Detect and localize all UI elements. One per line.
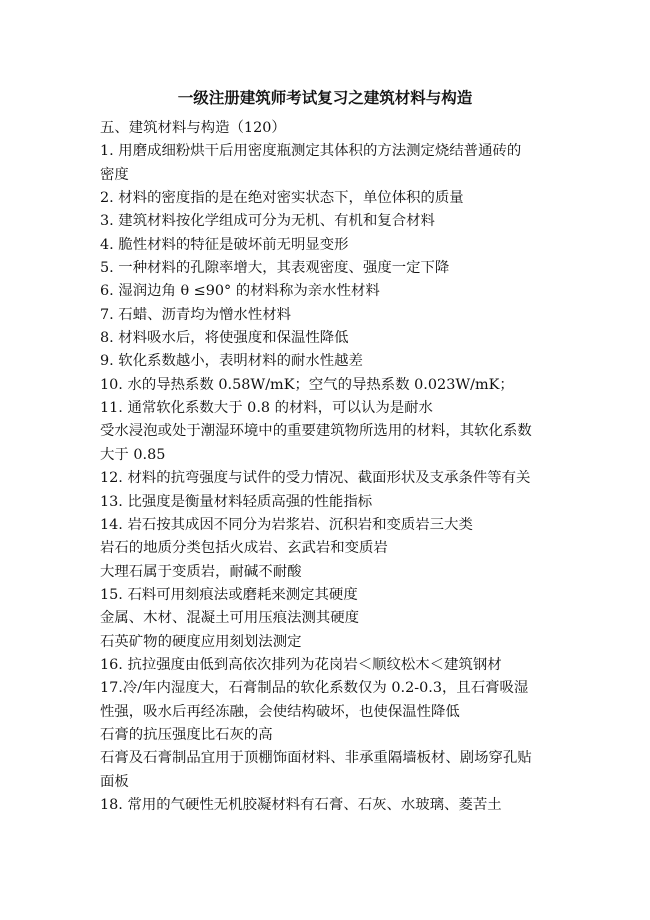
text-line: 11. 通常软化系数大于 0.8 的材料，可以认为是耐水 <box>100 400 433 417</box>
text-line: 面板 <box>100 773 129 790</box>
text-line: 14. 岩石按其成因不同分为岩浆岩、沉积岩和变质岩三大类 <box>100 516 473 533</box>
text-line: 6. 湿润边角 θ ≤90° 的材料称为亲水性材料 <box>100 283 380 300</box>
document-body <box>100 117 570 817</box>
text-line: 12. 材料的抗弯强度与试件的受力情况、截面形状及支承条件等有关 <box>100 470 531 487</box>
text-line: 性强，吸水后再经冻融，会使结构破坏，也使保温性降低 <box>100 703 460 720</box>
text-line: 3. 建筑材料按化学组成可分为无机、有机和复合材料 <box>100 213 435 230</box>
text-line: 8. 材料吸水后，将使强度和保温性降低 <box>100 330 349 347</box>
text-line: 18. 常用的气硬性无机胶凝材料有石膏、石灰、水玻璃、菱苦土 <box>100 796 502 813</box>
text-line: 石膏及石膏制品宜用于顶棚饰面材料、非承重隔墙板材、剧场穿孔贴 <box>100 750 532 767</box>
text-line: 7. 石蜡、沥青均为憎水性材料 <box>100 306 291 323</box>
text-line: 17.冷/年内湿度大，石膏制品的软化系数仅为 0.2-0.3，且石膏吸湿 <box>100 680 529 697</box>
text-line: 4. 脆性材料的特征是破坏前无明显变形 <box>100 236 349 253</box>
text-line: 岩石的地质分类包括火成岩、玄武岩和变质岩 <box>100 540 388 557</box>
section-heading: 五、建筑材料与构造（120） <box>100 120 286 136</box>
text-line: 密度 <box>100 166 129 183</box>
text-line: 金属、木材、混凝土可用压痕法测其硬度 <box>100 610 360 627</box>
text-line: 16. 抗拉强度由低到高依次排列为花岗岩＜顺纹松木＜建筑钢材 <box>100 656 502 673</box>
text-line: 受水浸泡或处于潮湿环境中的重要建筑物所选用的材料，其软化系数 <box>100 423 532 440</box>
text-line: 2. 材料的密度指的是在绝对密实状态下，单位体积的质量 <box>100 190 464 207</box>
text-line: 5. 一种材料的孔隙率增大，其表观密度、强度一定下降 <box>100 260 450 277</box>
text-line: 15. 石料可用刻痕法或磨耗来测定其硬度 <box>100 586 358 603</box>
text-line: 1. 用磨成细粉烘干后用密度瓶测定其体积的方法测定烧结普通砖的 <box>100 143 522 160</box>
text-line: 石膏的抗压强度比石灰的高 <box>100 726 273 743</box>
text-line: 9. 软化系数越小，表明材料的耐水性越差 <box>100 353 363 370</box>
text-line: 大于 0.85 <box>100 446 166 463</box>
text-line: 10. 水的导热系数 0.58W/mK；空气的导热系数 0.023W/mK； <box>100 376 514 393</box>
text-line: 13. 比强度是衡量材料轻质高强的性能指标 <box>100 493 373 510</box>
document-title: 一级注册建筑师考试复习之建筑材料与构造 <box>177 88 473 107</box>
text-line: 石英矿物的硬度应用刻划法测定 <box>100 633 302 650</box>
text-line: 大理石属于变质岩，耐碱不耐酸 <box>100 563 302 580</box>
